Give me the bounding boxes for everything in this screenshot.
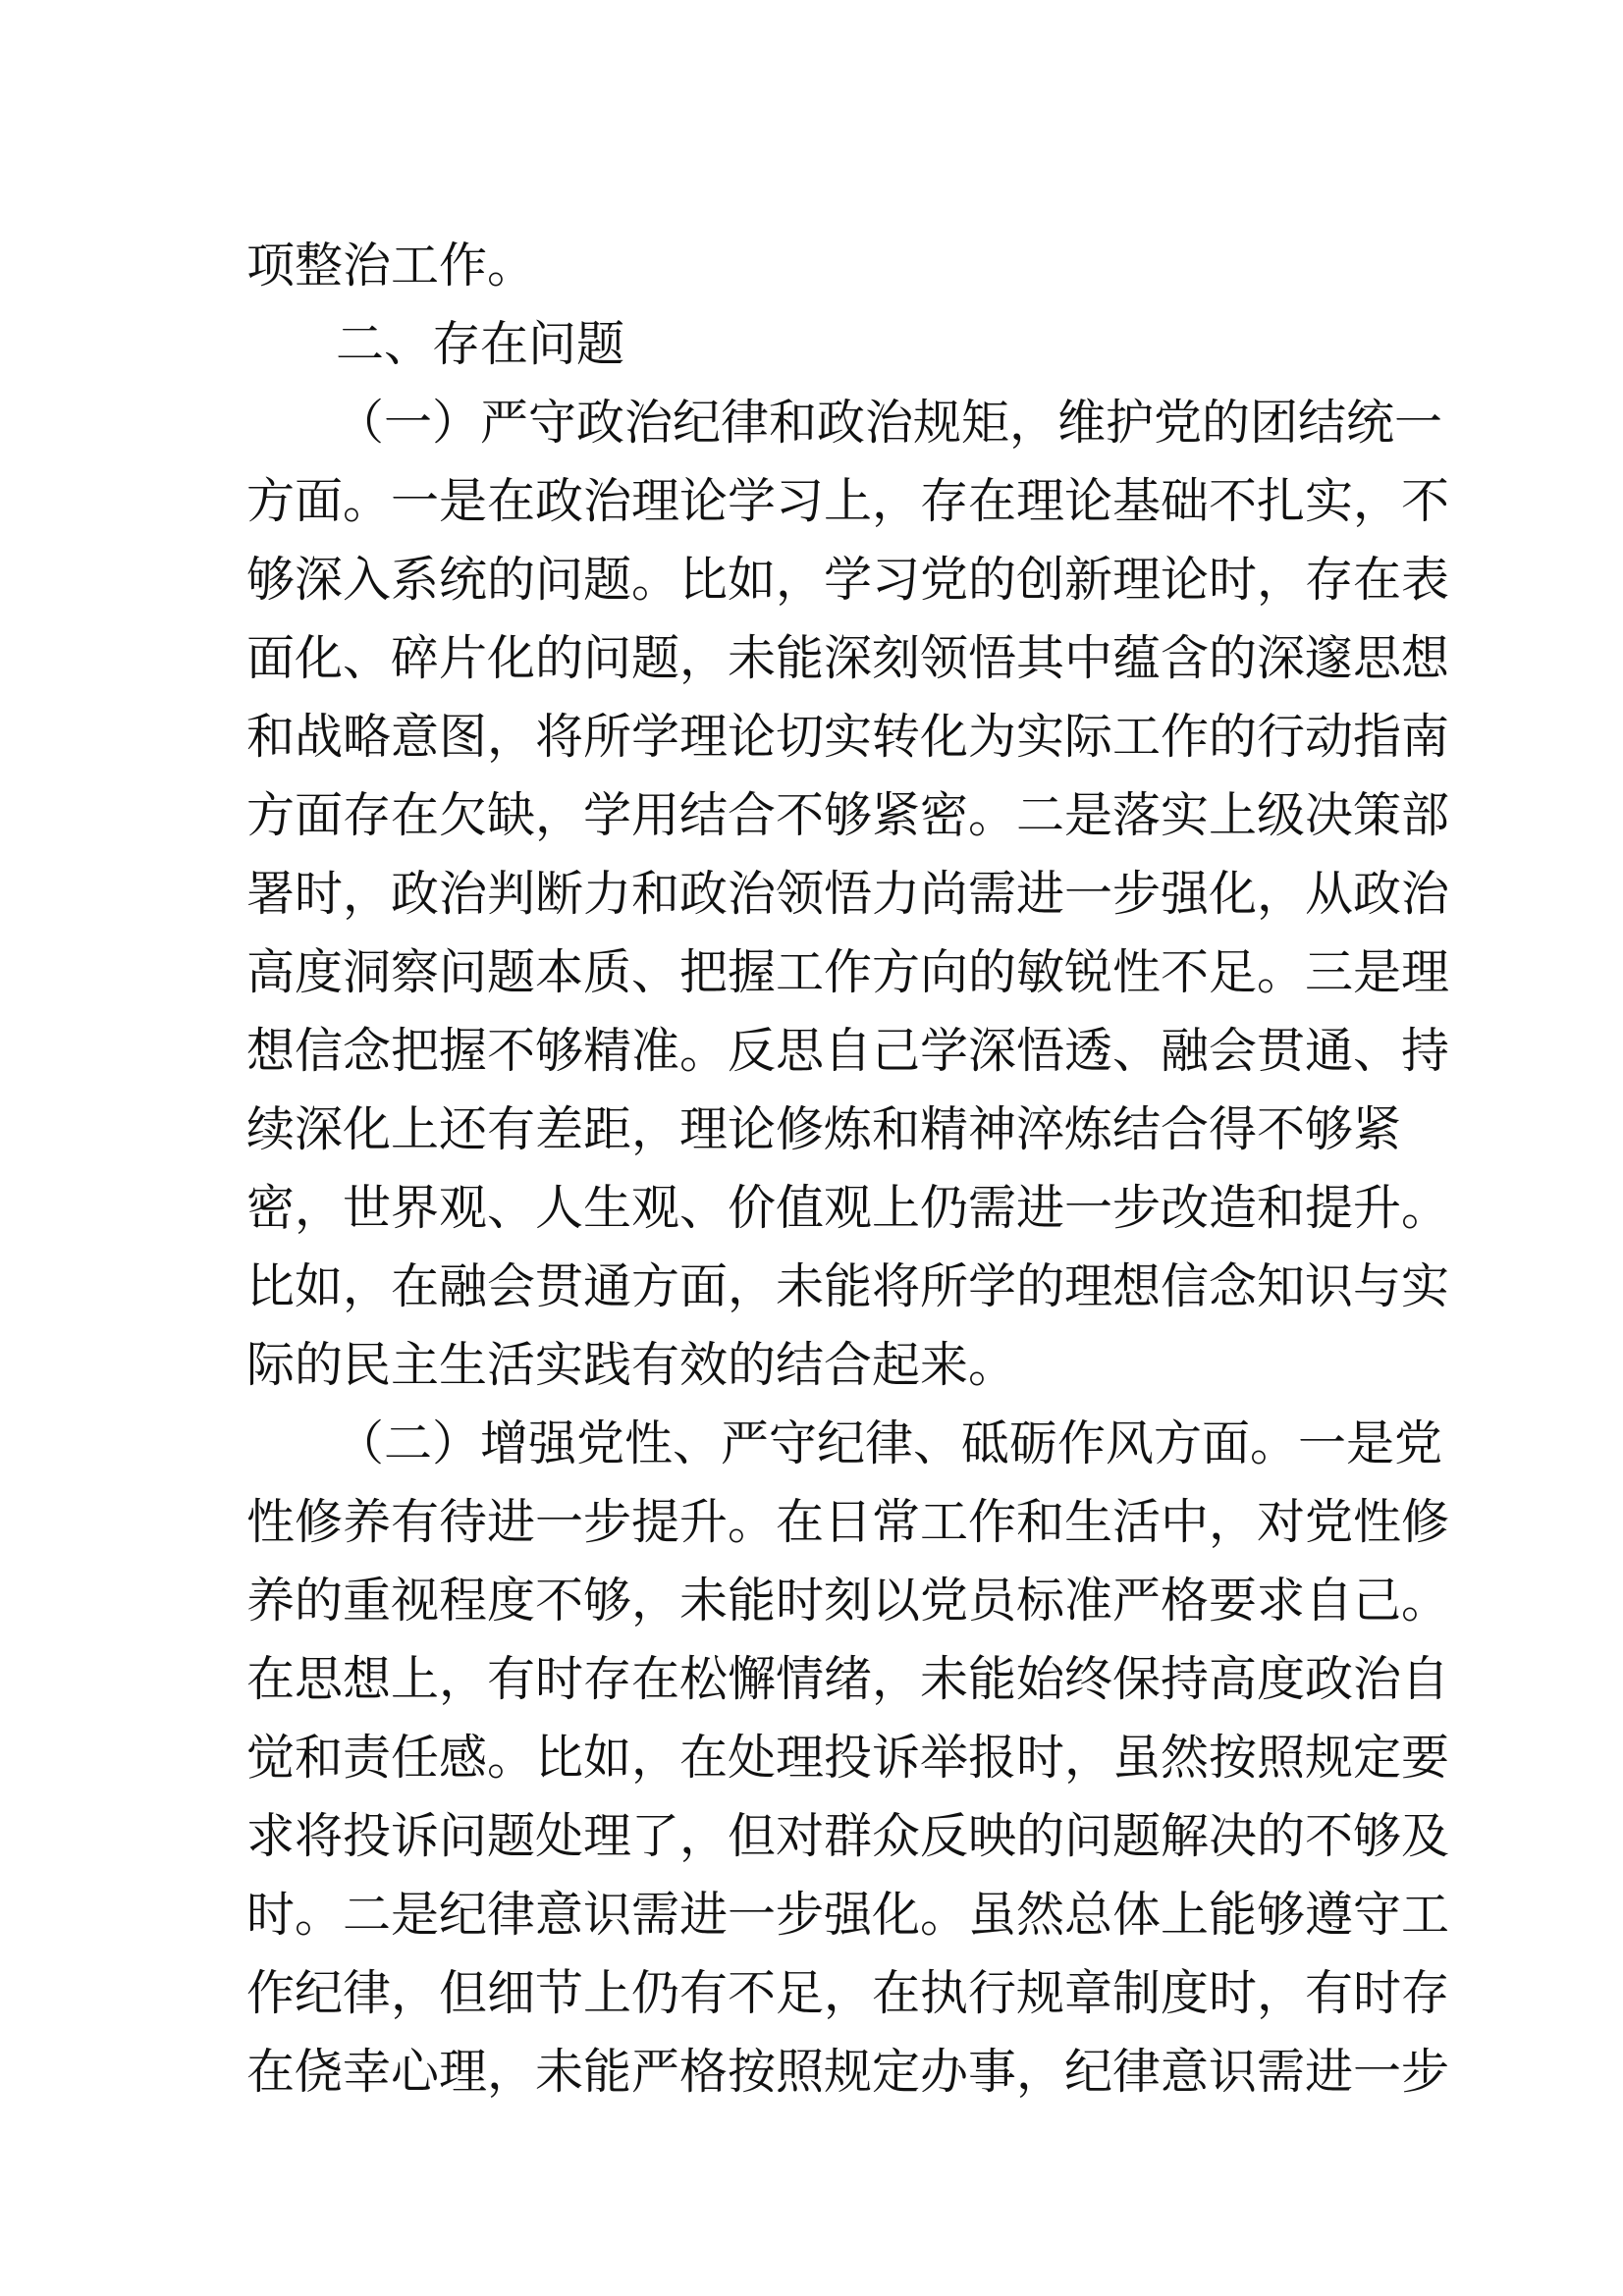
text-line: 在侥幸心理，未能严格按照规定办事，纪律意识需进一步 xyxy=(246,2044,1450,2100)
text-line: 性修养有待进一步提升。在日常工作和生活中，对党性修 xyxy=(246,1494,1450,1550)
text-line: 密，世界观、人生观、价值观上仍需进一步改造和提升。 xyxy=(246,1180,1450,1236)
subsection-heading: （二）增强党性、严守纪律、砥砺作风方面。一是党 xyxy=(336,1415,1443,1471)
text-line: 时。二是纪律意识需进一步强化。虽然总体上能够遵守工 xyxy=(246,1887,1450,1943)
text-line: 续深化上还有差距，理论修炼和精神淬炼结合得不够紧 xyxy=(246,1101,1402,1157)
text-line: 觉和责任感。比如，在处理投诉举报时，虽然按照规定要 xyxy=(246,1730,1450,1786)
subsection-heading: （一）严守政治纪律和政治规矩，维护党的团结统一 xyxy=(336,395,1443,451)
text-line: 在思想上，有时存在松懈情绪，未能始终保持高度政治自 xyxy=(246,1651,1450,1707)
text-line: 想信念把握不够精准。反思自己学深悟透、融会贯通、持 xyxy=(246,1023,1450,1079)
text-line: 面化、碎片化的问题，未能深刻领悟其中蕴含的深邃思想 xyxy=(246,630,1450,686)
text-line: 方面存在欠缺，学用结合不够紧密。二是落实上级决策部 xyxy=(246,787,1450,843)
text-line: 求将投诉问题处理了，但对群众反映的问题解决的不够及 xyxy=(246,1808,1450,1864)
text-line: 作纪律，但细节上仍有不足，在执行规章制度时，有时存 xyxy=(246,1965,1450,2021)
text-line: 比如，在融会贯通方面，未能将所学的理想信念知识与实 xyxy=(246,1258,1450,1314)
text-line: 际的民主生活实践有效的结合起来。 xyxy=(246,1337,1017,1393)
text-line: 和战略意图，将所学理论切实转化为实际工作的行动指南 xyxy=(246,709,1450,765)
text-line: 方面。一是在政治理论学习上，存在理论基础不扎实，不 xyxy=(246,473,1450,529)
text-line: 养的重视程度不够，未能时刻以党员标准严格要求自己。 xyxy=(246,1573,1450,1629)
text-line: 够深入系统的问题。比如，学习党的创新理论时，存在表 xyxy=(246,552,1450,608)
text-line: 署时，政治判断力和政治领悟力尚需进一步强化，从政治 xyxy=(246,866,1450,922)
text-line: 高度洞察问题本质、把握工作方向的敏锐性不足。三是理 xyxy=(246,944,1450,1000)
section-heading: 二、存在问题 xyxy=(336,316,625,372)
text-line: 项整治工作。 xyxy=(246,238,536,294)
